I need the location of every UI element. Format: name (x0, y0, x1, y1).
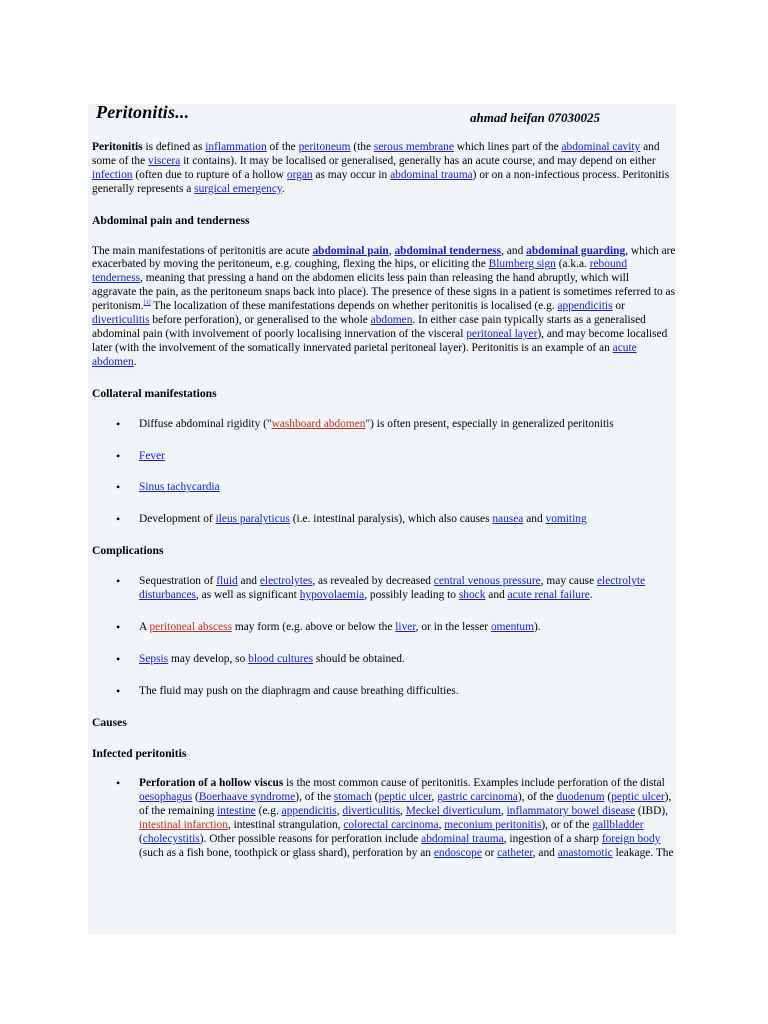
text: (a.k.a. (555, 258, 590, 271)
link-blood-cultures[interactable]: blood cultures (248, 652, 314, 665)
link-central-venous-pressure[interactable]: central venous pressure (433, 575, 541, 588)
link-stomach[interactable]: stomach (333, 791, 372, 804)
link-abdominal-trauma-2[interactable]: abdominal trauma (421, 833, 504, 846)
link-intestine[interactable]: intestine (217, 805, 256, 818)
text: ) or on a non-infectious process. Peritonitis generally represents a (92, 168, 670, 195)
link-fever[interactable]: Fever (139, 449, 165, 462)
text: ( (139, 833, 143, 846)
text: The localization of these manifestations depends on whether peritonitis is localised (e.g. (150, 300, 558, 313)
link-peritoneal-abscess[interactable]: peritoneal abscess (149, 620, 233, 633)
link-foreign-body[interactable]: foreign body (601, 833, 661, 846)
text: , (388, 244, 395, 257)
link-liver[interactable]: liver (395, 620, 416, 633)
link-electrolytes[interactable]: electrolytes (259, 575, 313, 588)
link-abdominal-guarding[interactable]: abdominal guarding (526, 244, 626, 257)
text: , (336, 805, 343, 818)
link-nausea[interactable]: nausea (492, 513, 524, 526)
text: ). (533, 620, 541, 633)
link-vomiting[interactable]: vomiting (545, 513, 587, 526)
list-item (92, 481, 676, 495)
text: , (438, 819, 445, 832)
link-abdominal-cavity[interactable]: abdominal cavity (561, 141, 641, 153)
text: , meaning that pressing a hand on the abdomen elicits less pain than releasing the hand abruptly, which will aggravate the pain, as the peritoneum snaps back into place). The presence of these signs in a patient is sometimes referred to as peritonism. (92, 272, 676, 313)
text: (such as a fish bone, toothpick or glass shard), perforation by an (139, 847, 434, 859)
text: ), of the (517, 791, 557, 804)
link-infection[interactable]: infection (92, 168, 133, 181)
text: Diffuse abdominal rigidity (" (139, 417, 272, 430)
text: ), and may become localised later (with the involvement of the somatically innervated parietal peritoneal layer). Peritonitis is an example of an (92, 327, 668, 354)
heading-infected-peritonitis: Infected peritonitis (92, 746, 187, 760)
text: and some of the (92, 141, 660, 167)
link-abdominal-trauma[interactable]: abdominal trauma (390, 168, 473, 181)
text: The main manifestations of peritonitis are acute (92, 244, 313, 257)
document-body (88, 104, 676, 861)
text: (e.g. (255, 805, 282, 818)
link-oesophagus[interactable]: oesophagus (139, 791, 193, 804)
link-duodenum[interactable]: duodenum (556, 791, 605, 804)
heading-collateral: Collateral manifestations (92, 386, 217, 400)
link-appendicitis-2[interactable]: appendicitis (281, 805, 337, 818)
text: . (589, 589, 593, 602)
text: , which are exacerbated by moving the peritoneum, e.g. coughing, flexing the hips, or eliciting the (92, 244, 676, 271)
text: and (237, 575, 260, 588)
link-gastric-carcinoma[interactable]: gastric carcinoma (437, 791, 518, 804)
link-omentum[interactable]: omentum (490, 620, 534, 633)
text: , possibly leading to (364, 589, 459, 602)
text: , or in the lesser (415, 620, 491, 633)
text: . In either case pain typically starts as a generalised abdominal pain (with involvement of poorly localising innervation of the visceral (92, 314, 646, 340)
text: , as well as significant (195, 589, 300, 602)
author-line: ahmad heifan 07030025 (470, 110, 601, 125)
text: of the (266, 141, 299, 153)
list-item (92, 575, 676, 603)
text: it contains). It may be localised or generalised, generally has an acute course, and may depend on either (180, 154, 656, 167)
link-abdominal-tenderness[interactable]: abdominal tenderness (394, 244, 502, 257)
heading-complications: Complications (92, 544, 164, 558)
text: or (481, 847, 498, 859)
link-diverticulitis[interactable]: diverticulitis (92, 314, 150, 327)
text: ( (604, 791, 612, 804)
text: leakage. The (612, 847, 674, 859)
link-anastomotic[interactable]: anastomotic (557, 847, 613, 859)
text: and (485, 589, 508, 602)
link-abdominal-pain[interactable]: abdominal pain (312, 244, 389, 257)
link-sinus-tachycardia[interactable]: Sinus tachycardia (139, 481, 220, 494)
complications-list (92, 575, 676, 699)
link-acute-abdomen[interactable]: acute abdomen (92, 341, 637, 368)
text: , as revealed by decreased (312, 575, 434, 588)
text: as may occur in (312, 168, 391, 181)
list-item (92, 621, 676, 635)
list-item (92, 418, 676, 432)
text: Sequestration of (139, 575, 217, 588)
text: . (281, 182, 285, 195)
page-title: Peritonitis... (96, 104, 190, 122)
text: , may cause (540, 575, 597, 588)
link-appendicitis[interactable]: appendicitis (557, 300, 613, 313)
text: or (612, 300, 625, 313)
link-meckel-diverticulum[interactable]: Meckel diverticulum (405, 805, 501, 818)
text: (often due to rupture of a hollow (132, 168, 287, 181)
list-item (92, 450, 676, 464)
link-inflammatory-bowel-disease[interactable]: inflammatory bowel disease (506, 805, 636, 818)
link-gallbladder[interactable]: gallbladder (592, 819, 644, 832)
list-item (92, 513, 676, 527)
heading-causes: Causes (92, 715, 127, 729)
text: ), of the (295, 791, 334, 804)
link-diverticulitis-2[interactable]: diverticulitis (342, 805, 400, 818)
collateral-list (92, 418, 676, 528)
text: is defined as (142, 141, 206, 153)
text: ") is often present, especially in generalized peritonitis (365, 417, 614, 430)
text: may form (e.g. above or below the (232, 620, 396, 633)
list-item (92, 777, 676, 860)
title-row (92, 104, 676, 134)
text: (the (350, 141, 374, 153)
document-page (88, 104, 676, 934)
link-peritoneum[interactable]: peritoneum (298, 141, 351, 153)
link-serous-membrane[interactable]: serous membrane (373, 141, 454, 153)
link-ileus-paralyticus[interactable]: ileus paralyticus (215, 513, 290, 526)
list-item (92, 685, 676, 699)
text: ), or of the (541, 819, 593, 832)
link-peritoneal-layer[interactable]: peritoneal layer (466, 327, 538, 340)
link-peptic-ulcer-2[interactable]: peptic ulcer (611, 791, 665, 804)
footnote-link[interactable]: [1] (143, 300, 151, 307)
text: A (139, 620, 150, 633)
pain-paragraph (92, 245, 676, 370)
text: is the most common cause of peritonitis. Examples include perforation of the distal (283, 777, 665, 790)
link-shock[interactable]: shock (458, 589, 486, 602)
link-peptic-ulcer[interactable]: peptic ulcer (378, 791, 432, 804)
link-rebound-tenderness[interactable]: rebound tenderness (92, 258, 628, 285)
link-acute-renal-failure[interactable]: acute renal failure (507, 589, 590, 602)
link-boerhaave-syndrome[interactable]: Boerhaave syndrome (198, 791, 296, 804)
link-colorectal-carcinoma[interactable]: colorectal carcinoma (343, 819, 439, 832)
link-viscera[interactable]: viscera (148, 154, 181, 167)
text: , and (532, 847, 558, 859)
link-abdomen[interactable]: abdomen (370, 314, 413, 327)
link-cholecystitis[interactable]: cholecystitis (142, 833, 200, 846)
intro-paragraph (92, 141, 676, 197)
text: , ingestion of a sharp (503, 833, 602, 846)
term-perforation: Perforation of a hollow viscus (139, 777, 284, 790)
text: , and (501, 244, 527, 257)
text: , intestinal strangulation, (227, 819, 344, 832)
text: which lines part of the (453, 141, 562, 153)
link-blumberg-sign[interactable]: Blumberg sign (488, 258, 556, 271)
text: . (133, 355, 137, 368)
text: , (500, 805, 507, 818)
text: before perforation), or generalised to the whole (149, 314, 371, 327)
link-fluid[interactable]: fluid (216, 575, 238, 588)
term-peritonitis: Peritonitis (92, 141, 143, 153)
link-inflammation[interactable]: inflammation (205, 141, 267, 153)
text: (IBD), (635, 805, 668, 818)
link-hypovolaemia[interactable]: hypovolaemia (299, 589, 365, 602)
list-item (92, 653, 676, 667)
text: ( (192, 791, 199, 804)
link-sepsis[interactable]: Sepsis (139, 652, 169, 665)
text: ). Other possible reasons for perforation include (199, 833, 422, 846)
text: may develop, so (168, 652, 249, 665)
link-catheter[interactable]: catheter (497, 847, 533, 859)
text: , (431, 791, 438, 804)
text: , (400, 805, 406, 818)
text: The fluid may push on the diaphragm and cause breathing difficulties. (139, 684, 459, 697)
text: ), of the remaining (139, 791, 672, 818)
causes-list (92, 777, 676, 860)
text: ( (371, 791, 379, 804)
link-organ[interactable]: organ (286, 168, 313, 181)
link-endoscope[interactable]: endoscope (433, 847, 482, 859)
link-electrolyte-disturbances[interactable]: electrolyte disturbances (139, 575, 646, 602)
text: (i.e. intestinal paralysis), which also causes (289, 513, 493, 526)
link-intestinal-infarction[interactable]: intestinal infarction (139, 819, 228, 832)
link-surgical-emergency[interactable]: surgical emergency (194, 182, 282, 195)
text: and (523, 513, 546, 526)
heading-abdominal-pain: Abdominal pain and tenderness (92, 213, 250, 227)
text: Development of (139, 513, 216, 526)
link-washboard-abdomen[interactable]: washboard abdomen (271, 417, 366, 430)
text: should be obtained. (313, 652, 405, 665)
link-meconium-peritonitis[interactable]: meconium peritonitis (444, 819, 542, 832)
